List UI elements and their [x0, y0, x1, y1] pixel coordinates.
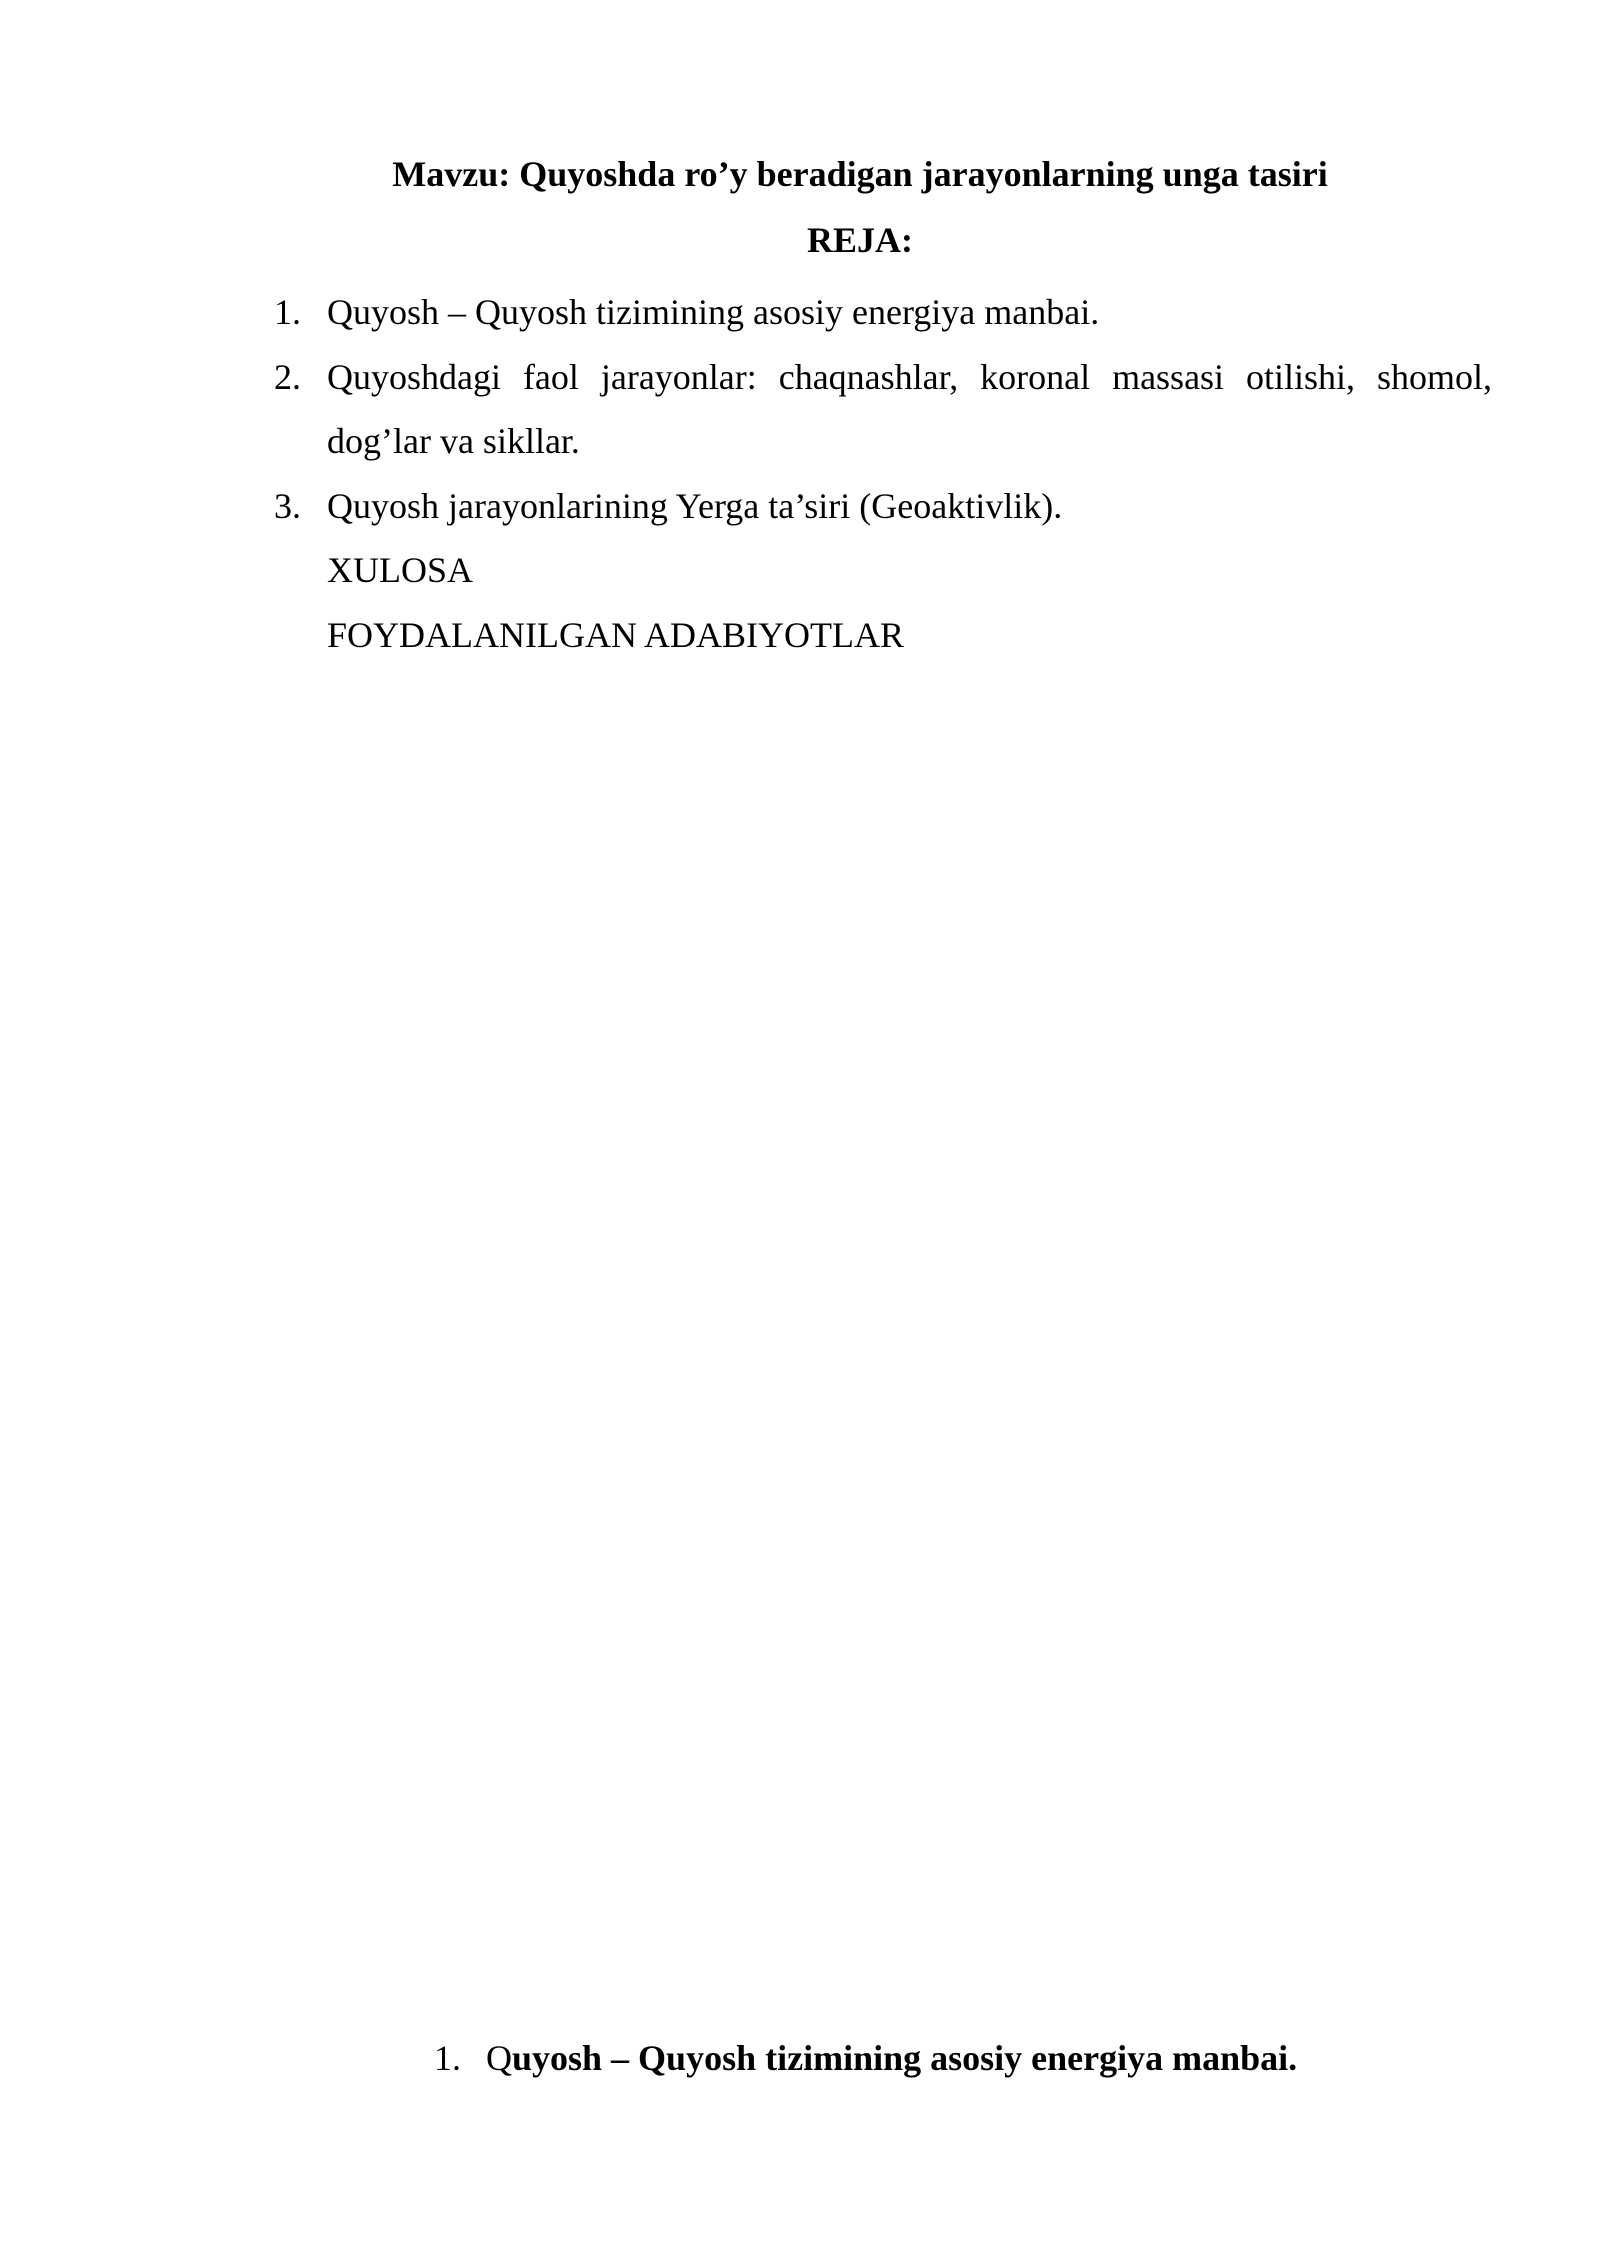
plan-item-number: 2.	[274, 356, 301, 397]
plan-item-number: 1.	[274, 292, 301, 332]
plan-heading: REJA:	[807, 220, 913, 260]
plan-item	[274, 474, 1492, 539]
plan-item-number: 3.	[274, 485, 301, 526]
section-title-text: uyosh – Quyosh tizimining asosiy energiya manbai.	[512, 2038, 1298, 2078]
section-first-letter: Q	[486, 2038, 512, 2078]
plan-conclusion: XULOSA	[327, 550, 474, 590]
plan-item-text: Quyoshdagi faol jarayonlar: chaqnashlar, koronal massasi otilishi, shomol, dog’lar va sikllar.	[327, 356, 1492, 461]
plan-item	[274, 345, 1492, 474]
plan-item-text: Quyosh – Quyosh tizimining asosiy energiya manbai.	[327, 292, 1100, 332]
plan-list	[274, 280, 1492, 667]
plan-item-text: Quyosh jarayonlarining Yerga ta’siri (Geoaktivlik).	[327, 485, 1063, 526]
document-title: Mavzu: Quyoshda ro’y beradigan jarayonlarning unga tasiri	[392, 154, 1328, 194]
section-number: 1.	[434, 2038, 461, 2078]
plan-item	[274, 280, 1492, 345]
section-heading	[434, 2036, 1297, 2080]
plan-references: FOYDALANILGAN ADABIYOTLAR	[327, 614, 904, 655]
